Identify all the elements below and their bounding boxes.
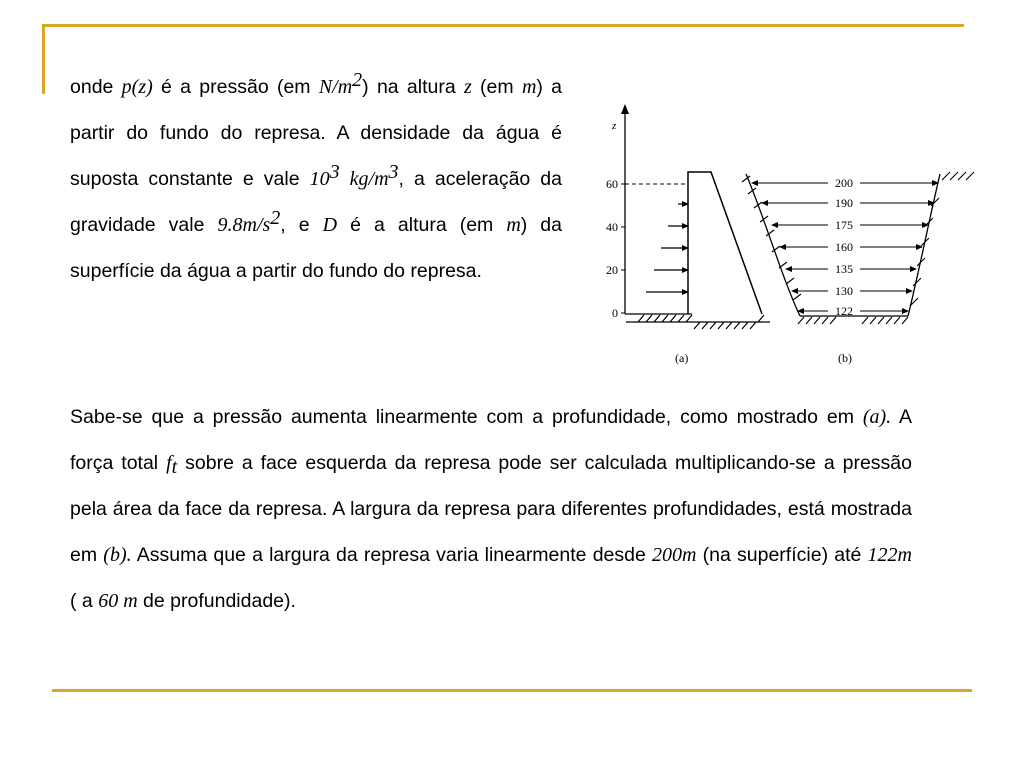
valley-hatching bbox=[742, 172, 974, 324]
math-d: D bbox=[322, 214, 338, 236]
tick-label: 40 bbox=[606, 220, 618, 234]
text: Sabe-se que a pressão aumenta linearmente com a profundidade, como mostrado em bbox=[70, 406, 863, 428]
text: , a aceleração da gravidade vale bbox=[70, 168, 562, 236]
math-unit: N/m bbox=[318, 76, 353, 98]
width-label: 175 bbox=[835, 218, 853, 232]
math-sup: 3 bbox=[388, 161, 399, 183]
math-density-unit: kg/m bbox=[349, 168, 389, 190]
math-122m: 122m bbox=[867, 544, 912, 566]
dam-figure bbox=[592, 96, 984, 376]
caption-a: (a) bbox=[675, 351, 689, 365]
paragraph-problem bbox=[70, 394, 912, 624]
width-label: 135 bbox=[835, 262, 853, 276]
left-rule bbox=[42, 24, 45, 94]
tick-label: 0 bbox=[612, 306, 618, 320]
text: é a altura (em bbox=[337, 214, 507, 236]
text: ( a bbox=[70, 590, 99, 612]
dam-cross-section bbox=[688, 172, 762, 314]
tick-label: 60 bbox=[606, 177, 618, 191]
math-200m: 200m bbox=[652, 544, 697, 566]
width-label: 130 bbox=[835, 284, 853, 298]
z-axis bbox=[606, 104, 692, 320]
width-label: 160 bbox=[835, 240, 853, 254]
axis-label-z: z bbox=[612, 120, 617, 132]
math-gravity: 9.8m/s bbox=[217, 214, 271, 236]
text: onde bbox=[70, 76, 122, 98]
math-m: m bbox=[521, 76, 537, 98]
math-sub: t bbox=[171, 456, 178, 478]
paragraph-definitions bbox=[70, 64, 562, 294]
text: é a pressão (em bbox=[152, 76, 319, 98]
text: de profundidade). bbox=[137, 590, 296, 612]
width-label: 122 bbox=[835, 304, 853, 318]
text: A força total bbox=[70, 406, 912, 474]
math-ft: f bbox=[166, 452, 172, 474]
text: ) da superfície da água a partir do fundo do represa. bbox=[70, 214, 562, 282]
tick-label: 20 bbox=[606, 263, 618, 277]
math-ref-a: (a). bbox=[862, 406, 892, 428]
width-label: 200 bbox=[835, 176, 853, 190]
math-sup: 3 bbox=[329, 161, 340, 183]
math-z: z bbox=[463, 76, 472, 98]
caption-b: (b) bbox=[838, 351, 852, 365]
text: sobre a face esquerda da represa pode ser calculada multiplicando-se a pressão pela área da face da represa. A largura da represa para diferentes profundidades, está mostrada em bbox=[70, 452, 912, 566]
text: , e bbox=[280, 214, 323, 236]
math-60m: 60 m bbox=[98, 590, 138, 612]
bottom-rule bbox=[52, 689, 972, 692]
text: ) a partir do fundo do represa. A densidade da água é suposta constante e vale bbox=[70, 76, 563, 190]
math-density: 10 bbox=[309, 168, 330, 190]
pressure-arrows bbox=[646, 204, 688, 292]
math-m: m bbox=[506, 214, 521, 236]
ground-a bbox=[626, 315, 770, 329]
text: (na superfície) até bbox=[696, 544, 868, 566]
math-ref-b: (b). bbox=[103, 544, 132, 566]
math-sup: 2 bbox=[270, 207, 281, 229]
text: ) na altura bbox=[362, 76, 464, 98]
math-pz: p(z) bbox=[121, 76, 153, 98]
math-sup: 2 bbox=[352, 69, 363, 91]
width-label: 190 bbox=[835, 196, 853, 210]
text: (em bbox=[471, 76, 522, 98]
top-rule bbox=[42, 24, 964, 27]
text: Assuma que a largura da represa varia linearmente desde bbox=[131, 544, 653, 566]
